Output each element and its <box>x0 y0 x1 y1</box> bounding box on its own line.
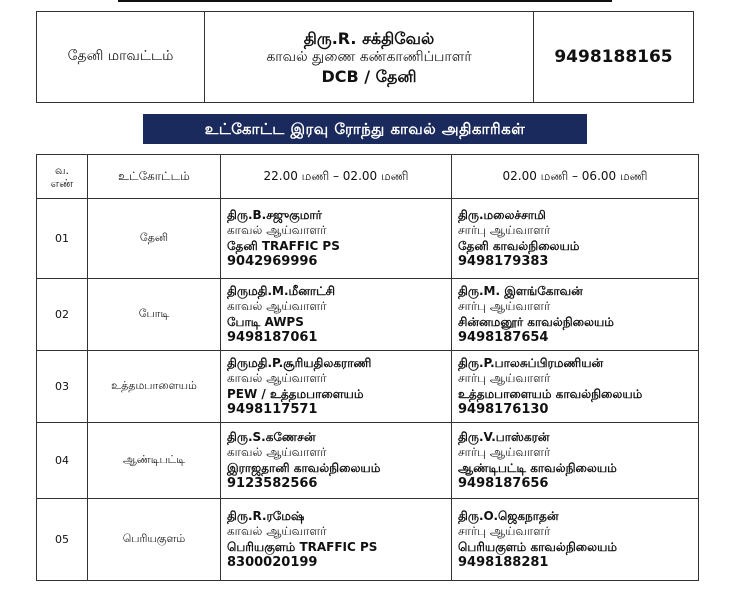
shift-2-officer <box>452 499 699 581</box>
officer-station: PEW / உத்தமபாளையம் <box>227 386 364 401</box>
section-banner: உட்கோட்ட இரவு ரோந்து காவல் அதிகாரிகள் <box>143 114 587 144</box>
officer-phone: 9498176130 <box>458 402 549 417</box>
officer-rank: காவல் ஆய்வாளர் <box>227 445 327 459</box>
subdivision-name: பெரியகுளம் <box>88 499 221 581</box>
serial-number: 01 <box>37 199 88 279</box>
officer-station: ஆண்டிபட்டி காவல்நிலையம் <box>458 460 617 475</box>
officer-cell <box>221 356 451 418</box>
officer-cell <box>452 430 698 492</box>
col-header-subdivision: உட்கோட்டம் <box>88 155 221 199</box>
table-row <box>37 423 699 499</box>
officer-rank: சார்பு ஆய்வாளர் <box>458 524 551 538</box>
officer-name: திரு.O.ஜெகநாதன் <box>458 508 559 523</box>
officer-cell <box>452 284 698 346</box>
officer-cell <box>221 430 451 492</box>
officer-cell <box>452 208 698 270</box>
officer-cell <box>452 509 698 571</box>
officer-station: உத்தமபாளையம் காவல்நிலையம் <box>458 386 643 401</box>
shift-1-officer <box>221 199 452 279</box>
officer-station: தேனி காவல்நிலையம் <box>458 238 580 253</box>
shift-2-officer <box>452 279 699 351</box>
officer-rank: காவல் ஆய்வாளர் <box>227 299 327 313</box>
col-header-serial: வ. எண் <box>37 155 88 199</box>
serial-number: 04 <box>37 423 88 499</box>
officer-cell <box>221 284 451 346</box>
officer-phone: 9498188281 <box>458 555 549 570</box>
officer-phone: 9498188165 <box>534 12 694 103</box>
officer-name: திரு.P.பாலசுப்பிரமணியன் <box>458 355 604 370</box>
officer-phone: 9123582566 <box>227 476 318 491</box>
shift-1-officer <box>221 351 452 423</box>
officer-station: தேனி TRAFFIC PS <box>227 238 340 253</box>
officer-station: சின்னமனூர் காவல்நிலையம் <box>458 314 614 329</box>
officer-cell <box>221 208 451 270</box>
officer-rank: காவல் ஆய்வாளர் <box>227 223 327 237</box>
subdivision-name: ஆண்டிபட்டி <box>88 423 221 499</box>
officer-name: திரு.S.கணேசன் <box>227 429 316 444</box>
officer-rank: சார்பு ஆய்வாளர் <box>458 299 551 313</box>
table-row <box>37 351 699 423</box>
officer-station: பெரியகுளம் காவல்நிலையம் <box>458 539 618 554</box>
officer-phone: 9498117571 <box>227 402 318 417</box>
serial-number: 05 <box>37 499 88 581</box>
officer-name: திரு.V.பாஸ்கரன் <box>458 429 550 444</box>
officer-cell <box>452 356 698 418</box>
officer-rank: காவல் ஆய்வாளர் <box>227 371 327 385</box>
table-header-row <box>37 155 699 199</box>
shift-2-officer <box>452 423 699 499</box>
subdivision-name: போடி <box>88 279 221 351</box>
officer-rank: சார்பு ஆய்வாளர் <box>458 445 551 459</box>
officer-name: திரு.R. சக்திவேல் <box>303 28 435 48</box>
officer-name: திருமதி.M.மீனாட்சி <box>227 283 336 298</box>
table-row <box>37 499 699 581</box>
shift-1-officer <box>221 423 452 499</box>
officer-name: திரு.மலைச்சாமி <box>458 207 546 222</box>
officer-phone: 9498187061 <box>227 330 318 345</box>
officer-rank: காவல் ஆய்வாளர் <box>227 524 327 538</box>
col-header-shift-2: 02.00 மணி – 06.00 மணி <box>452 155 699 199</box>
officer-designation: காவல் துணை கண்காணிப்பாளர் <box>266 48 472 65</box>
serial-number: 02 <box>37 279 88 351</box>
subdivision-name: உத்தமபாளையம் <box>88 351 221 423</box>
serial-number: 03 <box>37 351 88 423</box>
officer-phone: 8300020199 <box>227 555 318 570</box>
officer-phone: 9042969996 <box>227 254 318 269</box>
officer-phone: 9498179383 <box>458 254 549 269</box>
officer-phone: 9498187656 <box>458 476 549 491</box>
supervising-officer <box>205 12 534 103</box>
officer-station: போடி AWPS <box>227 314 304 329</box>
officer-phone: 9498187654 <box>458 330 549 345</box>
officer-station: பெரியகுளம் TRAFFIC PS <box>227 539 378 554</box>
officer-rank: சார்பு ஆய்வாளர் <box>458 371 551 385</box>
officer-header-table <box>36 11 694 103</box>
officer-name: திரு.R.ரமேஷ் <box>227 508 305 523</box>
officer-cell <box>221 509 451 571</box>
shift-2-officer <box>452 199 699 279</box>
col-header-shift-1: 22.00 மணி – 02.00 மணி <box>221 155 452 199</box>
officer-unit: DCB / தேனி <box>321 66 417 86</box>
table-row <box>37 199 699 279</box>
shift-1-officer <box>221 279 452 351</box>
patrol-officers-table <box>36 154 699 581</box>
officer-rank: சார்பு ஆய்வாளர் <box>458 223 551 237</box>
shift-2-officer <box>452 351 699 423</box>
subdivision-name: தேனி <box>88 199 221 279</box>
officer-station: இராஜதானி காவல்நிலையம் <box>227 460 381 475</box>
top-rule <box>118 0 612 2</box>
officer-name: திரு.B.சஜுகுமார் <box>227 207 322 222</box>
officer-name: திருமதி.P.சூரியதிலகராணி <box>227 355 372 370</box>
shift-1-officer <box>221 499 452 581</box>
district-name: தேனி மாவட்டம் <box>37 12 205 103</box>
officer-name: திரு.M. இளங்கோவன் <box>458 283 583 298</box>
table-row <box>37 279 699 351</box>
